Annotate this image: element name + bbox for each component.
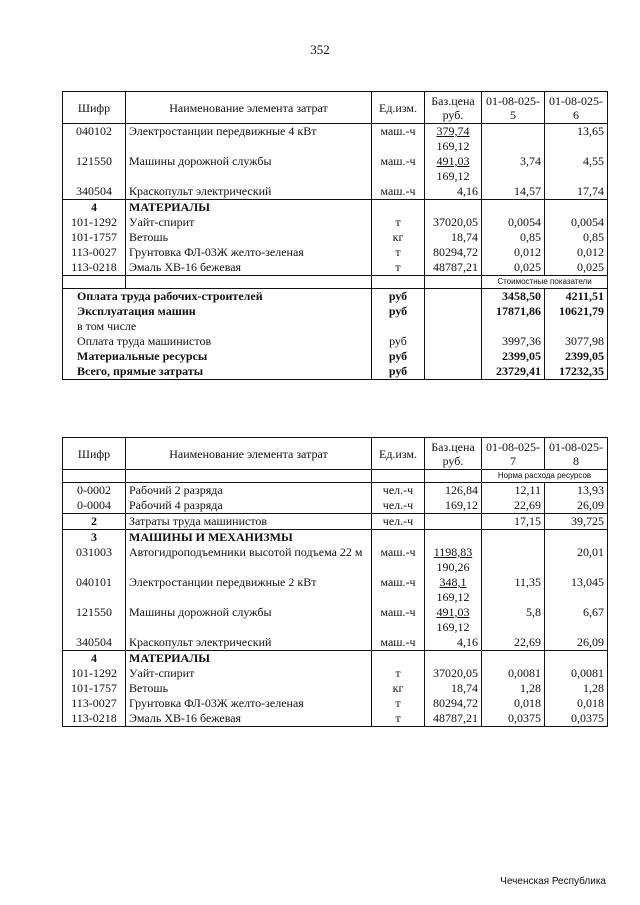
row-value-2: 0,0081 — [545, 666, 608, 681]
row-name: Ветошь — [126, 681, 372, 696]
row-code: 340504 — [63, 635, 126, 651]
section-code: 3 — [63, 530, 126, 546]
row-value-2: 6,67 — [545, 605, 608, 635]
table-row — [63, 696, 608, 711]
row-unit: маш.-ч — [372, 545, 425, 575]
row-code: 113-0218 — [63, 260, 126, 276]
summary-value-1: 3997,36 — [482, 334, 545, 349]
row-name: Затраты труда машинистов — [126, 514, 372, 530]
table-row — [63, 230, 608, 245]
row-price-secondary: 169,12 — [436, 169, 470, 183]
table-row — [63, 184, 608, 200]
row-code: 121550 — [63, 154, 126, 184]
row-value-1: 0,0375 — [482, 711, 545, 727]
row-price: 491,03 — [436, 605, 470, 619]
row-price: 37020,05 — [425, 666, 482, 681]
row-value-1: 3,74 — [482, 154, 545, 184]
row-value-1 — [482, 545, 545, 575]
row-name: Рабочий 4 разряда — [126, 498, 372, 514]
row-name: Эмаль ХВ-16 бежевая — [126, 711, 372, 727]
row-code: 031003 — [63, 545, 126, 575]
table-row — [63, 154, 608, 184]
header-unit: Ед.изм. — [372, 438, 425, 470]
row-unit: маш.-ч — [372, 635, 425, 651]
row-price: 4,16 — [425, 184, 482, 200]
row-code: 040101 — [63, 575, 126, 605]
header-col-2: 01-08-025-8 — [545, 438, 608, 470]
row-unit: т — [372, 666, 425, 681]
row-name: Краскопульт электрический — [126, 184, 372, 200]
summary-value-1: 23729,41 — [482, 364, 545, 380]
row-code: 0-0004 — [63, 498, 126, 514]
row-price: 80294,72 — [425, 696, 482, 711]
row-price: 379,74 — [436, 124, 470, 138]
row-name: Машины дорожной службы — [126, 154, 372, 184]
row-code: 113-0027 — [63, 696, 126, 711]
row-price-secondary: 169,12 — [436, 620, 470, 634]
row-price: 4,16 — [425, 635, 482, 651]
row-code: 101-1292 — [63, 215, 126, 230]
summary-value-1: 2399,05 — [482, 349, 545, 364]
row-code: 101-1292 — [63, 666, 126, 681]
row-unit: т — [372, 245, 425, 260]
row-value-1: 0,025 — [482, 260, 545, 276]
summary-value-1: 3458,50 — [482, 289, 545, 305]
row-name: Машины дорожной службы — [126, 605, 372, 635]
row-name: Рабочий 2 разряда — [126, 483, 372, 499]
summary-unit: руб — [372, 364, 425, 380]
header-price: Баз.цена руб. — [425, 92, 482, 124]
row-value-2: 0,0054 — [545, 215, 608, 230]
summary-unit: руб — [372, 349, 425, 364]
section-code: 4 — [63, 200, 126, 216]
header-price: Баз.цена руб. — [425, 438, 482, 470]
row-value-2: 13,93 — [545, 483, 608, 499]
page-number: 352 — [310, 42, 330, 57]
row-price — [425, 514, 482, 530]
row-value-2: 17,74 — [545, 184, 608, 200]
table-row — [63, 514, 608, 530]
row-code: 0-0002 — [63, 483, 126, 499]
row-name: Электростанции передвижные 2 кВт — [126, 575, 372, 605]
table-row — [63, 215, 608, 230]
row-value-2: 0,012 — [545, 245, 608, 260]
cost-table-2 — [62, 437, 608, 727]
cost-table-1 — [62, 91, 608, 380]
row-price: 48787,21 — [425, 260, 482, 276]
row-value-1: 1,28 — [482, 681, 545, 696]
row-name: Грунтовка ФЛ-03Ж желто-зеленая — [126, 245, 372, 260]
table-row — [63, 681, 608, 696]
table-row — [63, 483, 608, 499]
row-unit: т — [372, 711, 425, 727]
section-title: МАТЕРИАЛЫ — [126, 651, 372, 667]
header-col-1: 01-08-025-5 — [482, 92, 545, 124]
row-value-1: 0,012 — [482, 245, 545, 260]
section-code: 4 — [63, 651, 126, 667]
summary-value-2: 17232,35 — [545, 364, 608, 380]
row-value-1: 14,57 — [482, 184, 545, 200]
summary-value-2: 2399,05 — [545, 349, 608, 364]
row-value-1: 0,018 — [482, 696, 545, 711]
row-value-2: 39,725 — [545, 514, 608, 530]
summary-name: в том числе — [63, 319, 372, 334]
section-title: МАШИНЫ И МЕХАНИЗМЫ — [126, 530, 372, 546]
cost-indicators-label: Стоимостные показатели — [482, 276, 608, 289]
summary-value-2: 4211,51 — [545, 289, 608, 305]
row-price: 491,03 — [436, 154, 470, 168]
section-title: МАТЕРИАЛЫ — [126, 200, 372, 216]
row-value-2: 1,28 — [545, 681, 608, 696]
row-price: 169,12 — [425, 498, 482, 514]
summary-unit: руб — [372, 334, 425, 349]
table-row — [63, 575, 608, 605]
row-code: 113-0027 — [63, 245, 126, 260]
table-row — [63, 545, 608, 575]
row-value-2: 4,55 — [545, 154, 608, 184]
table-row — [63, 635, 608, 651]
row-unit: маш.-ч — [372, 575, 425, 605]
summary-name: Материальные ресурсы — [63, 349, 372, 364]
table-row — [63, 245, 608, 260]
table-header-row — [63, 92, 608, 124]
row-value-2: 0,0375 — [545, 711, 608, 727]
row-code: 113-0218 — [63, 711, 126, 727]
row-price: 48787,21 — [425, 711, 482, 727]
row-value-1: 0,0081 — [482, 666, 545, 681]
header-col-2: 01-08-025-6 — [545, 92, 608, 124]
row-price-secondary: 169,12 — [436, 590, 470, 604]
row-unit: кг — [372, 681, 425, 696]
row-value-1: 22,69 — [482, 635, 545, 651]
row-name: Уайт-спирит — [126, 215, 372, 230]
section-header-row — [63, 200, 608, 216]
header-name: Наименование элемента затрат — [126, 438, 372, 470]
row-name: Грунтовка ФЛ-03Ж желто-зеленая — [126, 696, 372, 711]
row-name: Автогидроподъемники высотой подъема 22 м — [126, 545, 372, 575]
row-value-2: 13,045 — [545, 575, 608, 605]
header-unit: Ед.изм. — [372, 92, 425, 124]
row-value-1: 22,69 — [482, 498, 545, 514]
row-code: 340504 — [63, 184, 126, 200]
row-price: 80294,72 — [425, 245, 482, 260]
row-price: 1198,83 — [433, 545, 473, 559]
row-code: 101-1757 — [63, 681, 126, 696]
table-row — [63, 124, 608, 155]
row-value-1: 11,35 — [482, 575, 545, 605]
header-name: Наименование элемента затрат — [126, 92, 372, 124]
summary-name: Всего, прямые затраты — [63, 364, 372, 380]
row-price: 18,74 — [425, 230, 482, 245]
row-value-2: 0,018 — [545, 696, 608, 711]
norm-label-row — [63, 470, 608, 483]
summary-row — [63, 304, 608, 319]
summary-unit: руб — [372, 304, 425, 319]
summary-row — [63, 334, 608, 349]
summary-value-2: 10621,79 — [545, 304, 608, 319]
norm-label: Норма расхода ресурсов — [482, 470, 608, 483]
row-price: 126,84 — [425, 483, 482, 499]
row-price: 18,74 — [425, 681, 482, 696]
section-header-row — [63, 530, 608, 546]
summary-unit: руб — [372, 289, 425, 305]
table-row — [63, 260, 608, 276]
row-price: 348,1 — [439, 575, 467, 589]
row-value-1: 0,0054 — [482, 215, 545, 230]
row-unit: маш.-ч — [372, 184, 425, 200]
row-unit: маш.-ч — [372, 605, 425, 635]
row-value-2: 0,85 — [545, 230, 608, 245]
row-unit: т — [372, 215, 425, 230]
summary-row — [63, 289, 608, 305]
row-value-1 — [482, 124, 545, 155]
row-price-secondary: 169,12 — [436, 139, 470, 153]
row-unit: т — [372, 260, 425, 276]
row-name: Эмаль ХВ-16 бежевая — [126, 260, 372, 276]
summary-name: Оплата труда машинистов — [63, 334, 372, 349]
row-price: 37020,05 — [425, 215, 482, 230]
row-code: 121550 — [63, 605, 126, 635]
table-row — [63, 498, 608, 514]
summary-row — [63, 319, 608, 334]
row-unit: маш.-ч — [372, 124, 425, 155]
row-value-2: 26,09 — [545, 498, 608, 514]
row-value-1: 0,85 — [482, 230, 545, 245]
header-code: Шифр — [63, 438, 126, 470]
row-unit: чел.-ч — [372, 498, 425, 514]
summary-row — [63, 349, 608, 364]
row-unit: кг — [372, 230, 425, 245]
row-price-secondary: 190,26 — [436, 560, 470, 574]
table-row — [63, 605, 608, 635]
header-col-1: 01-08-025-7 — [482, 438, 545, 470]
table-header-row — [63, 438, 608, 470]
header-code: Шифр — [63, 92, 126, 124]
cost-indicators-row — [63, 276, 608, 289]
row-value-2: 20,01 — [545, 545, 608, 575]
summary-name: Эксплуатация машин — [63, 304, 372, 319]
row-code: 2 — [63, 514, 126, 530]
row-unit: маш.-ч — [372, 154, 425, 184]
row-value-2: 0,025 — [545, 260, 608, 276]
row-value-1: 5,8 — [482, 605, 545, 635]
row-name: Краскопульт электрический — [126, 635, 372, 651]
table-row — [63, 666, 608, 681]
row-value-2: 13,65 — [545, 124, 608, 155]
row-unit: т — [372, 696, 425, 711]
row-name: Электростанции передвижные 4 кВт — [126, 124, 372, 155]
row-code: 040102 — [63, 124, 126, 155]
summary-value-1: 17871,86 — [482, 304, 545, 319]
row-name: Уайт-спирит — [126, 666, 372, 681]
row-code: 101-1757 — [63, 230, 126, 245]
row-value-1: 17,15 — [482, 514, 545, 530]
row-unit: чел.-ч — [372, 514, 425, 530]
row-name: Ветошь — [126, 230, 372, 245]
summary-name: Оплата труда рабочих-строителей — [63, 289, 372, 305]
row-unit: чел.-ч — [372, 483, 425, 499]
footer-region: Чеченская Республика — [500, 876, 606, 887]
summary-value-2: 3077,98 — [545, 334, 608, 349]
section-header-row — [63, 651, 608, 667]
row-value-1: 12,11 — [482, 483, 545, 499]
summary-row — [63, 364, 608, 380]
row-value-2: 26,09 — [545, 635, 608, 651]
table-row — [63, 711, 608, 727]
